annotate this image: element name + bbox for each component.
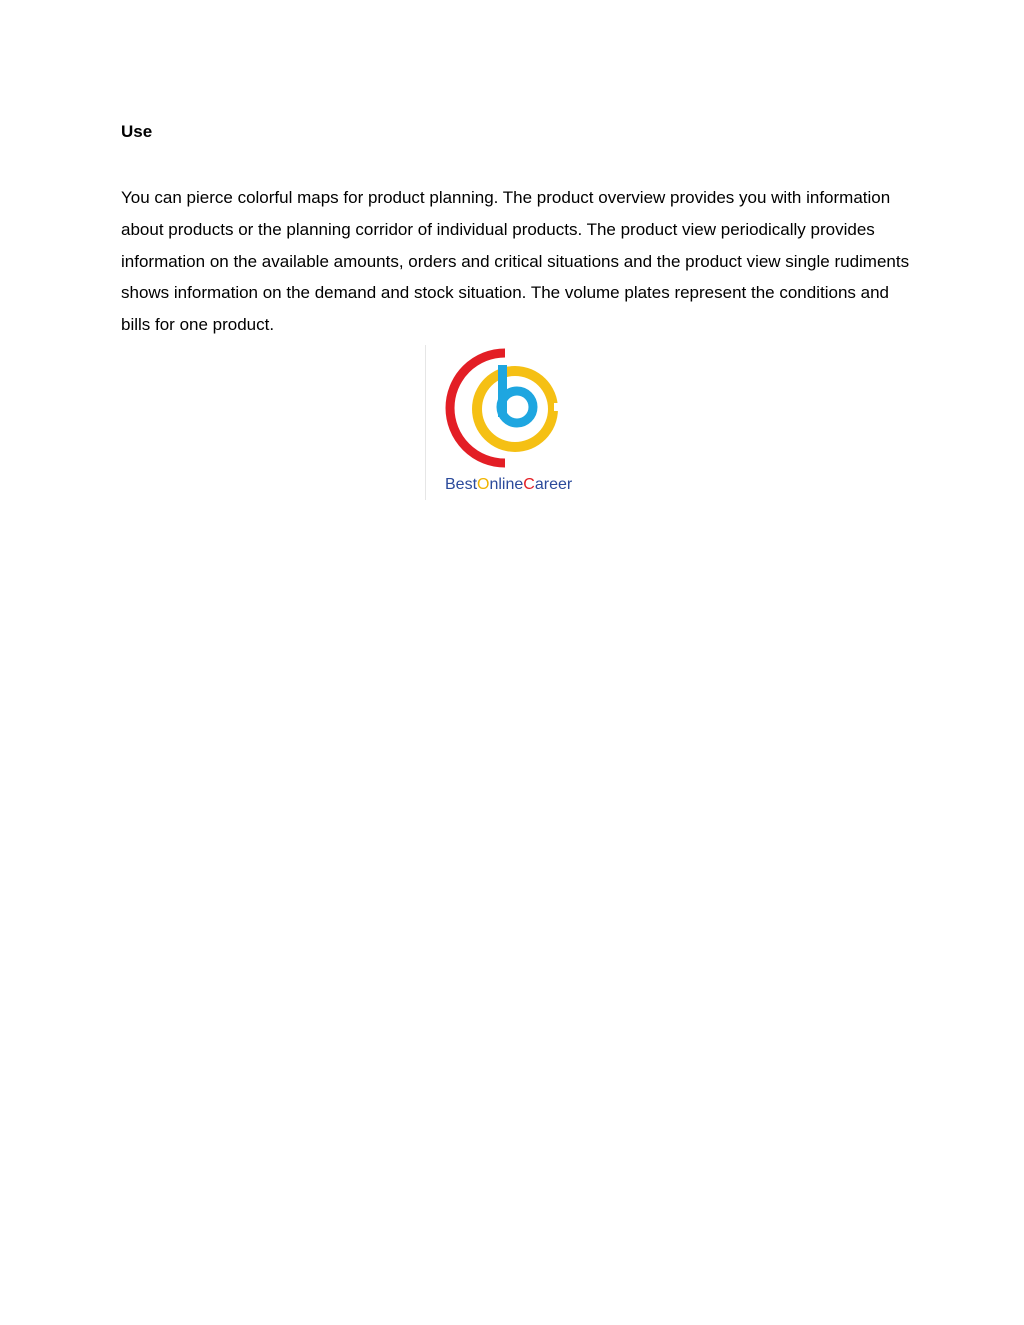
logo-word-c: C: [523, 476, 535, 493]
logo-wordmark: [445, 475, 572, 495]
logo-word-best: Best: [445, 476, 478, 493]
logo-divider: [425, 345, 426, 500]
best-online-career-logo: [425, 345, 600, 500]
logo-word-areer: areer: [534, 476, 573, 493]
logo-word-nline: nline: [489, 476, 524, 493]
best-online-career-logo-icon: [443, 345, 573, 473]
logo-word-o: O: [477, 476, 490, 493]
section-heading: Use: [121, 122, 153, 141]
section-paragraph: You can pierce colorful maps for product planning. The product overview provides you with information about products or the planning corridor of individual products. The product view periodically provides information on the available amounts, orders and critical situations and the product view single rudiments shows information on the demand and stock situation. The volume plates represent the conditions and bills for one product.: [121, 188, 910, 335]
